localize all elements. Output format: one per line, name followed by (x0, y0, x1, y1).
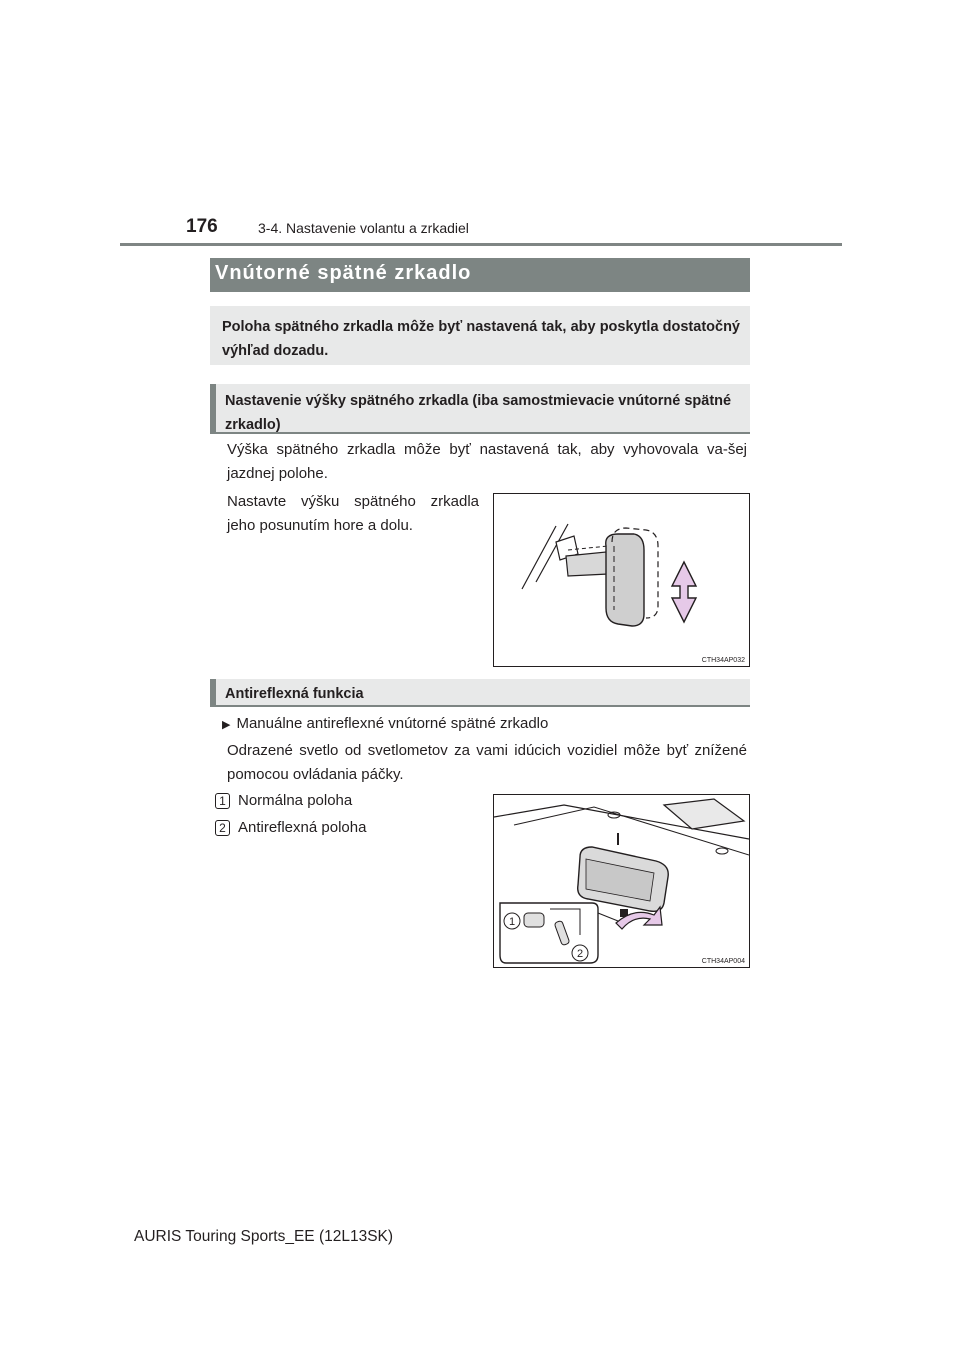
height-paragraph: Výška spätného zrkadla môže byť nastavená tak, aby vyhovovala va-šej jazdnej polohe. (227, 441, 747, 482)
height-adjust-heading: Nastavenie výšky spätného zrkadla (iba samostmievacie vnútorné spätné zrkadlo) (210, 384, 750, 434)
height-instruction: Nastavte výšku spätného zrkadla jeho posunutím hore a dolu. (227, 493, 479, 534)
figure-code: CTH34AP032 (701, 657, 745, 664)
list-item (215, 816, 366, 840)
figure-callout: 2 (576, 948, 584, 960)
header-rule (120, 243, 842, 246)
list-item (215, 789, 352, 813)
list-item-label: Antireflexná poloha (238, 819, 367, 836)
figure-code: CTH34AP004 (701, 958, 745, 965)
page-number: 176 (186, 216, 218, 237)
callout-number: 1 (215, 793, 230, 809)
main-heading: Vnútorné spätné zrkadlo (210, 258, 750, 292)
antiglare-illustration (494, 795, 749, 967)
antiglare-paragraph: Odrazené svetlo od svetlometov za vami idúcich vozidiel môže byť znížené pomocou ovládania páčky. (227, 742, 747, 783)
list-item-label: Normálna poloha (238, 792, 353, 809)
antiglare-bullet-text: Manuálne antireflexné vnútorné spätné zrkadlo (236, 715, 549, 732)
intro-box: Poloha spätného zrkadla môže byť nastavená tak, aby poskytla dostatočný výhľad dozadu. (210, 306, 750, 365)
antiglare-bullet (222, 712, 752, 737)
antiglare-figure (493, 794, 750, 968)
figure-callout: 1 (508, 916, 516, 928)
footer: AURIS Touring Sports_EE (12L13SK) (134, 1228, 394, 1245)
section-title: 3-4. Nastavenie volantu a zrkadiel (258, 220, 469, 236)
triangle-bullet-icon: ▶ (222, 719, 231, 731)
mirror-height-figure (493, 493, 750, 667)
antiglare-heading: Antireflexná funkcia (210, 679, 750, 707)
callout-number: 2 (215, 820, 230, 836)
mirror-height-illustration (494, 494, 749, 666)
